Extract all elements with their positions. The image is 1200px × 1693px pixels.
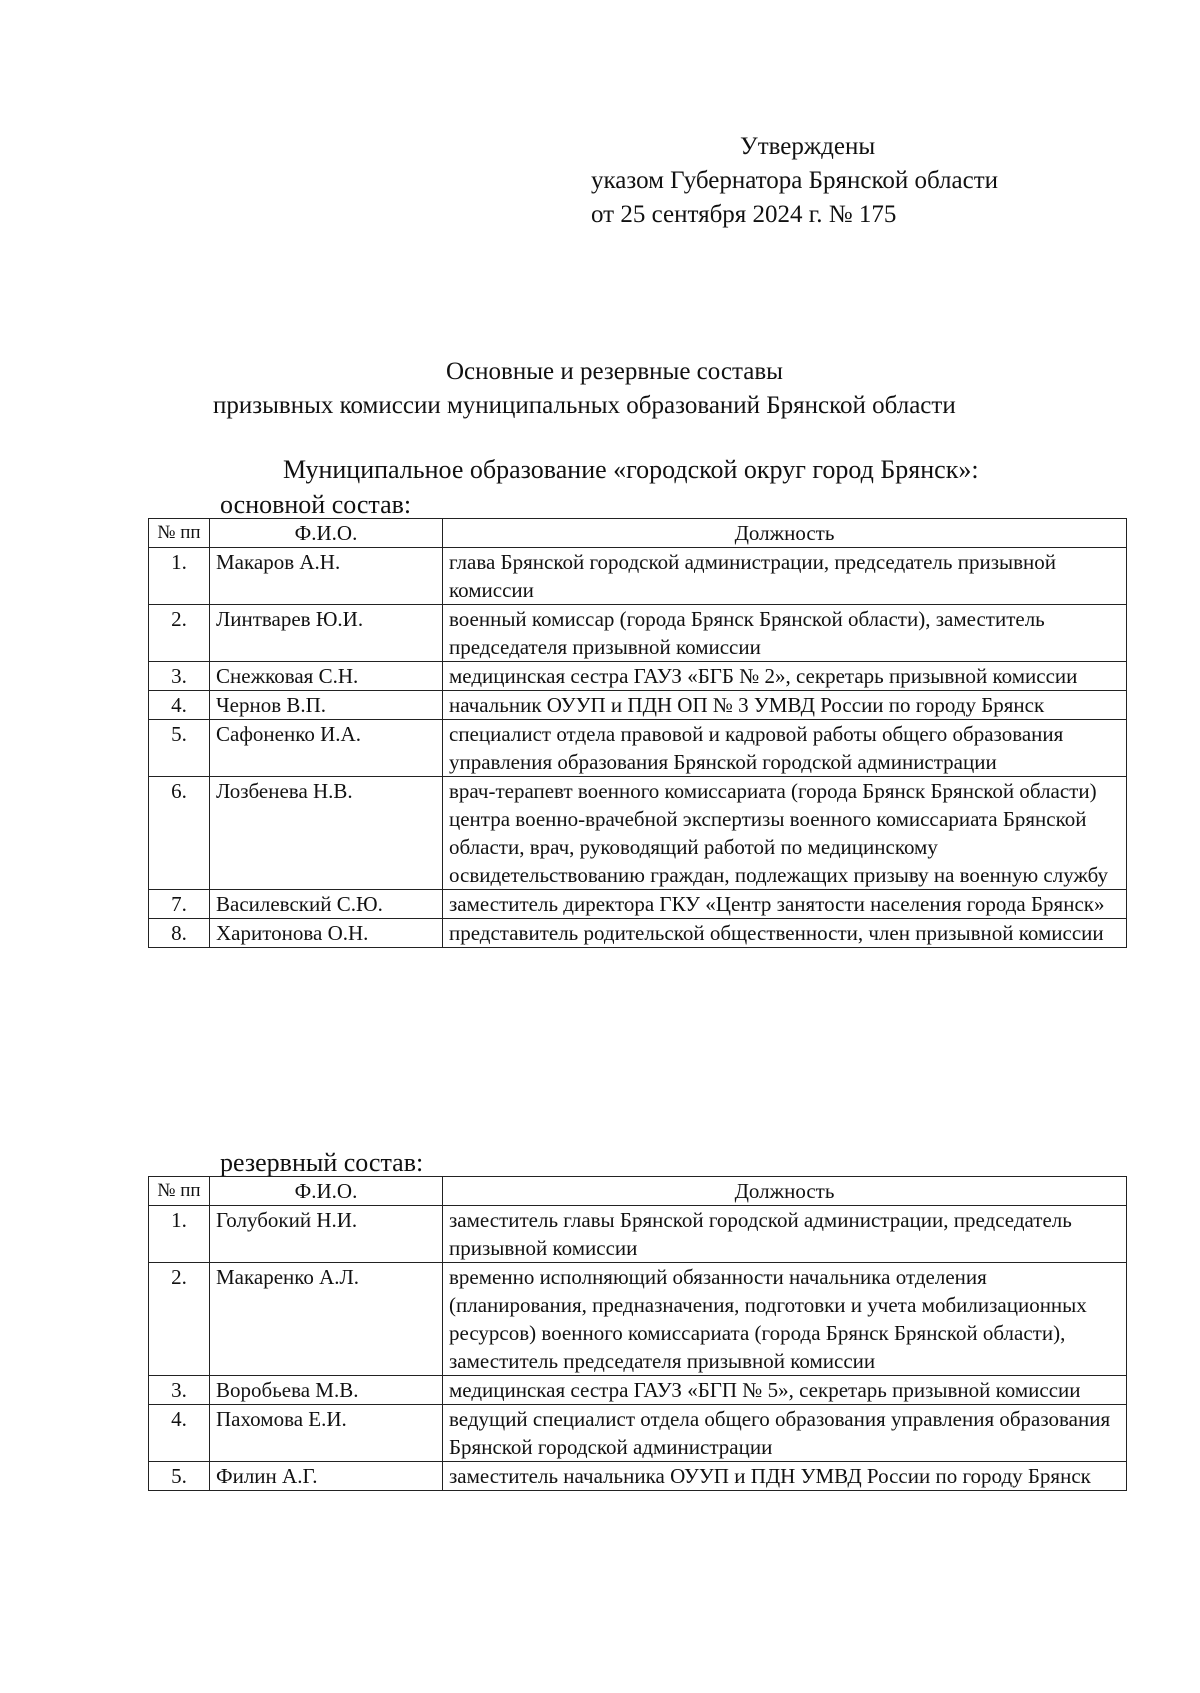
approval-line-2: указом Губернатора Брянской области	[591, 167, 999, 194]
table-row	[149, 605, 1127, 662]
member-name: Воробьева М.В.	[210, 1376, 443, 1405]
table-header-row	[149, 519, 1127, 548]
table-row	[149, 777, 1127, 890]
header-position: Должность	[443, 519, 1127, 548]
table-row	[149, 1206, 1127, 1263]
header-number: № пп	[149, 519, 210, 548]
member-position: военный комиссар (города Брянск Брянской области), заместитель председателя призывной комиссии	[443, 605, 1127, 662]
member-name: Макаров А.Н.	[210, 548, 443, 605]
row-number: 4.	[149, 1405, 210, 1462]
table-row	[149, 1263, 1127, 1376]
row-number: 1.	[149, 1206, 210, 1263]
header-name: Ф.И.О.	[210, 519, 443, 548]
title-line-1: Основные и резервные составы	[446, 358, 783, 385]
member-position: представитель родительской общественности, член призывной комиссии	[443, 919, 1127, 948]
member-name: Макаренко А.Л.	[210, 1263, 443, 1376]
member-name: Голубокий Н.И.	[210, 1206, 443, 1263]
row-number: 2.	[149, 1263, 210, 1376]
table-row	[149, 1462, 1127, 1491]
member-name: Лозбенева Н.В.	[210, 777, 443, 890]
member-position: заместитель главы Брянской городской администрации, председатель призывной комиссии	[443, 1206, 1127, 1263]
reserve-composition-table	[148, 1176, 1127, 1491]
header-position: Должность	[443, 1177, 1127, 1206]
member-name: Василевский С.Ю.	[210, 890, 443, 919]
header-number: № пп	[149, 1177, 210, 1206]
member-position: глава Брянской городской администрации, председатель призывной комиссии	[443, 548, 1127, 605]
member-position: медицинская сестра ГАУЗ «БГП № 5», секретарь призывной комиссии	[443, 1376, 1127, 1405]
row-number: 3.	[149, 662, 210, 691]
member-name: Харитонова О.Н.	[210, 919, 443, 948]
table-row	[149, 662, 1127, 691]
member-position: специалист отдела правовой и кадровой работы общего образования управления образования Брянской городской администрации	[443, 720, 1127, 777]
table-header-row	[149, 1177, 1127, 1206]
row-number: 5.	[149, 720, 210, 777]
row-number: 8.	[149, 919, 210, 948]
header-name: Ф.И.О.	[210, 1177, 443, 1206]
row-number: 7.	[149, 890, 210, 919]
table-row	[149, 919, 1127, 948]
municipality-heading: Муниципальное образование «городской округ город Брянск»:	[283, 455, 979, 484]
member-position: временно исполняющий обязанности начальника отделения (планирования, предназначения, подготовки и учета мобилизационных ресурсов) военного комиссариата (города Брянск Брянской области), заместитель председателя призывной комиссии	[443, 1263, 1127, 1376]
table-row	[149, 548, 1127, 605]
table-row	[149, 691, 1127, 720]
member-position: ведущий специалист отдела общего образования управления образования Брянской городской администрации	[443, 1405, 1127, 1462]
member-name: Сафоненко И.А.	[210, 720, 443, 777]
reserve-composition-label: резервный состав:	[220, 1148, 424, 1177]
main-composition-label: основной состав:	[220, 490, 412, 519]
member-position: медицинская сестра ГАУЗ «БГБ № 2», секретарь призывной комиссии	[443, 662, 1127, 691]
member-position: начальник ОУУП и ПДН ОП № 3 УМВД России по городу Брянск	[443, 691, 1127, 720]
member-name: Снежковая С.Н.	[210, 662, 443, 691]
row-number: 6.	[149, 777, 210, 890]
row-number: 2.	[149, 605, 210, 662]
row-number: 3.	[149, 1376, 210, 1405]
row-number: 5.	[149, 1462, 210, 1491]
member-name: Чернов В.П.	[210, 691, 443, 720]
row-number: 1.	[149, 548, 210, 605]
member-position: заместитель директора ГКУ «Центр занятости населения города Брянск»	[443, 890, 1127, 919]
member-position: врач-терапевт военного комиссариата (города Брянск Брянской области) центра военно-врачебной экспертизы военного комиссариата Брянской области, врач, руководящий работой по медицинскому освидетельствованию граждан, подлежащих призыву на военную службу	[443, 777, 1127, 890]
table-row	[149, 1376, 1127, 1405]
row-number: 4.	[149, 691, 210, 720]
member-name: Линтварев Ю.И.	[210, 605, 443, 662]
table-row	[149, 720, 1127, 777]
title-line-2: призывных комиссии муниципальных образований Брянской области	[213, 392, 956, 419]
table-row	[149, 890, 1127, 919]
member-name: Пахомова Е.И.	[210, 1405, 443, 1462]
table-row	[149, 1405, 1127, 1462]
main-composition-table	[148, 518, 1127, 948]
approval-line-3: от 25 сентября 2024 г. № 175	[591, 201, 897, 228]
member-name: Филин А.Г.	[210, 1462, 443, 1491]
member-position: заместитель начальника ОУУП и ПДН УМВД России по городу Брянск	[443, 1462, 1127, 1491]
approval-line-1: Утверждены	[740, 133, 876, 160]
